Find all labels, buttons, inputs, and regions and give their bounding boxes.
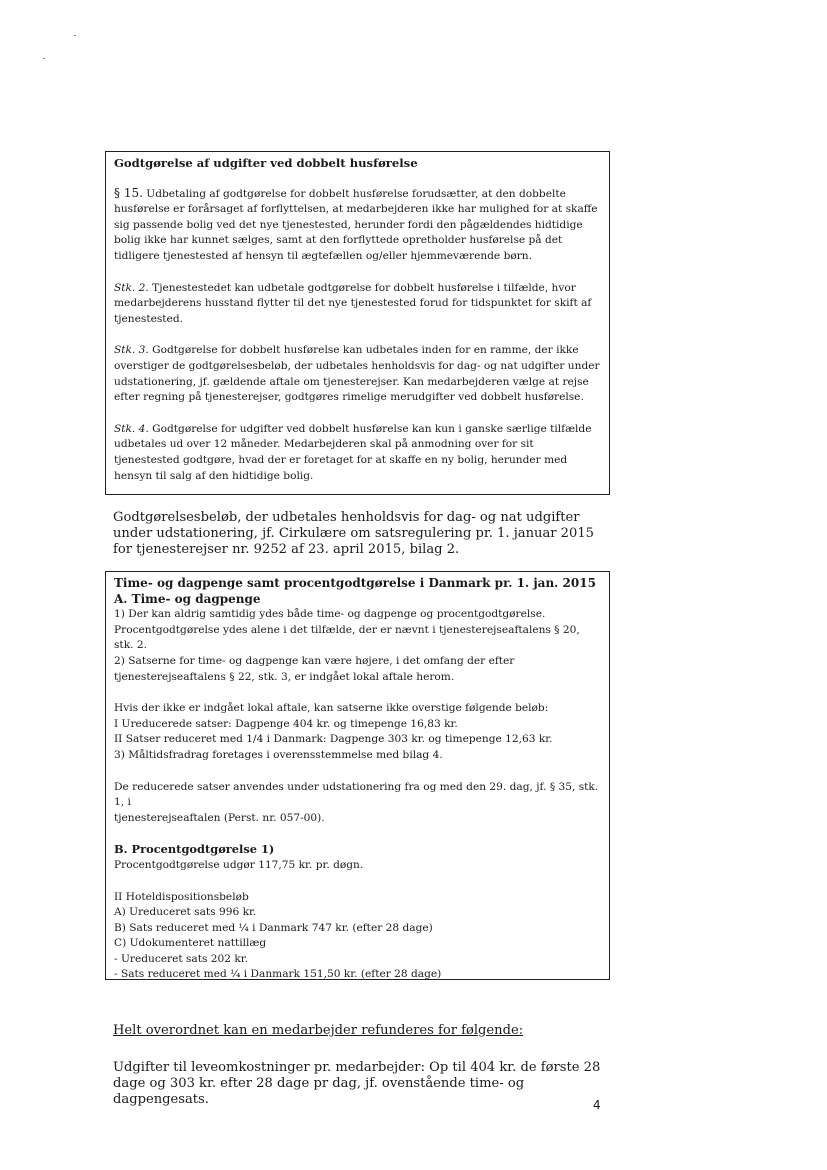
box1-title: Godtgørelse af udgifter ved dobbelt husførelse: [114, 156, 418, 170]
paragraph-godtgoerelsesbeloeb: Godtgørelsesbeløb, der udbetales henholdsvis for dag- og nat udgifter under udstationering, jf. Cirkulære om satsregulering pr. 1. januar 2015 for tjenesterejser nr. 9252 af 23. april 2015, bilag 2.: [113, 510, 594, 557]
box2-title: Time- og dagpenge samt procentgodtgørelse i Danmark pr. 1. jan. 2015: [114, 576, 596, 590]
limit-line: 3) Måltidsfradrag foretages i overensstemmelse med bilag 4.: [114, 748, 443, 761]
box-dobbelt-husfoerelse: [105, 151, 610, 495]
hotel-line: C) Udokumenteret nattillæg: [114, 937, 267, 950]
limit-line: II Satser reduceret med 1/4 i Danmark: Dagpenge 303 kr. og timepenge 12,63 kr.: [114, 733, 553, 746]
limit-line: Hvis der ikke er indgået lokal aftale, kan satserne ikke overstige følgende beløb:: [114, 702, 549, 715]
stk3-text: Godtgørelse for dobbelt husførelse kan udbetales inden for en ramme, der ikke overstiger de godtgørelsesbeløb, der udbetales henholdsvis for dag- og nat udgifter under udstationering, jf. gældende aftale om tjenesterejser. Kan medarbejderen vælge at rejse efter regning på tjenesterejser, godtgøres rimelige merudgifter ved dobbelt husførelse.: [114, 344, 600, 404]
hotel-line: - Ureduceret sats 202 kr.: [114, 952, 249, 965]
stk-4: [114, 422, 601, 484]
hotel-line: II Hoteldispositionsbeløb: [114, 890, 249, 903]
paragraph-overordnet: Helt overordnet kan en medarbejder refunderes for følgende:: [113, 1023, 524, 1038]
a-line: 2) Satserne for time- og dagpenge kan være højere, i det omfang der efter: [114, 654, 515, 667]
a-line: 1) Der kan aldrig samtidig ydes både time- og dagpenge og procentgodtgørelse.: [114, 608, 546, 621]
stk2-text: Tjenestestedet kan udbetale godtgørelse for dobbelt husførelse i tilfælde, hvor medarbejderens husstand flytter til det nye tjenestested forud for tidspunktet for skift af tjenestested.: [114, 281, 592, 325]
p15-text: Udbetaling af godtgørelse for dobbelt husførelse forudsætter, at den dobbelte husførelse er forårsaget af forflyttelsen, at medarbejderen ikke har mulighed for at skaffe sig passende bolig ved det nye tjenestested, herunder fordi den pågældendes hidtidige bolig ikke har kunnet sælges, samt at den forflyttede opretholder husførelse på det tidligere tjenestested af hensyn til ægtefællen og/eller hjemmeværende børn.: [114, 187, 598, 262]
box-time-og-dagpenge: [105, 571, 610, 980]
hotel-line: B) Sats reduceret med ¼ i Danmark 747 kr. (efter 28 dage): [114, 921, 433, 934]
reduced-line: De reducerede satser anvendes under udstationering fra og med den 29. dag, jf. § 35, stk. 1, i: [114, 780, 599, 809]
reduced-line: tjenesterejseaftalen (Perst. nr. 057-00).: [114, 811, 325, 824]
scan-speck: [74, 35, 76, 36]
stk2-mark: Stk. 2.: [114, 281, 149, 294]
section-b-heading: B. Procentgodtgørelse 1): [114, 842, 275, 857]
limit-line: I Ureducerede satser: Dagpenge 404 kr. og timepenge 16,83 kr.: [114, 717, 458, 730]
stk4-text: Godtgørelse for udgifter ved dobbelt husførelse kan kun i ganske særlige tilfælde udbetales ud over 12 måneder. Medarbejderen skal på anmodning over for sit tjenestested godtgøre, hvad der er foretaget for at skaffe en ny bolig, herunder med hensyn til salg af den hidtidige bolig.: [114, 422, 592, 482]
stk3-mark: Stk. 3.: [114, 344, 149, 357]
stk-3: [114, 343, 601, 405]
scan-speck: [43, 58, 45, 59]
a-line: Procentgodtgørelse ydes alene i det tilfælde, der er nævnt i tjenesterejseaftalens § 20, stk. 2.: [114, 623, 580, 652]
hotel-line: - Sats reduceret med ¼ i Danmark 151,50 kr. (efter 28 dage): [114, 968, 442, 980]
stk-2: [114, 281, 601, 328]
p15-mark: § 15.: [114, 185, 143, 200]
paragraph-15: [114, 186, 601, 265]
hotel-line: A) Ureduceret sats 996 kr.: [114, 906, 257, 919]
section-a-heading: A. Time- og dagpenge: [114, 591, 261, 606]
paragraph-leveomkostninger: Udgifter til leveomkostninger pr. medarbejder: Op til 404 kr. de første 28 dage og 303 kr. efter 28 dage pr dag, jf. ovenstående time- og dagpengesats.: [113, 1060, 601, 1107]
page-number: 4: [593, 1098, 601, 1112]
a-line: tjenesterejseaftalens § 22, stk. 3, er indgået lokal aftale herom.: [114, 670, 455, 683]
stk4-mark: Stk. 4.: [114, 422, 149, 435]
b-line: Procentgodtgørelse udgør 117,75 kr. pr. døgn.: [114, 858, 364, 871]
